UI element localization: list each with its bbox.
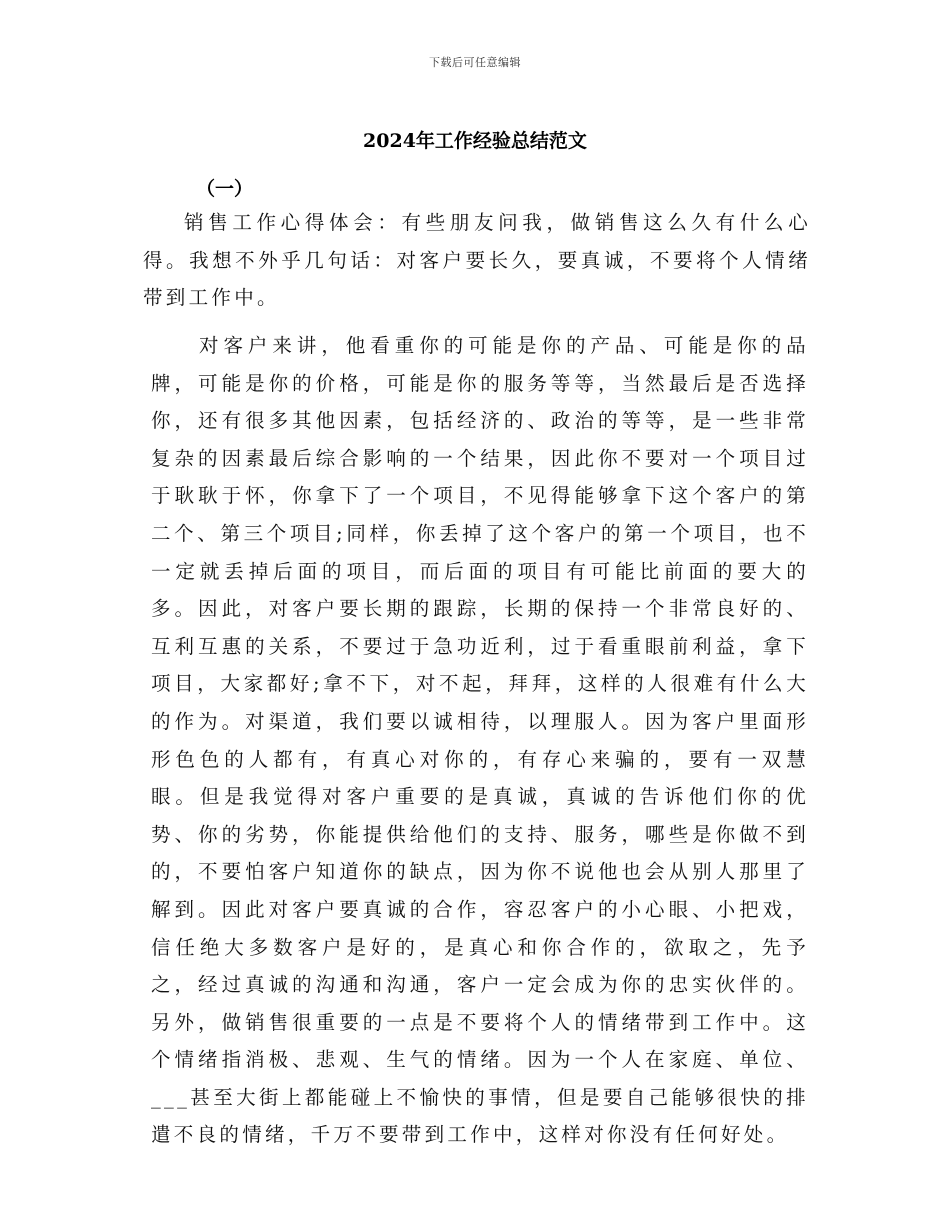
paragraph-body: 对客户来讲，他看重你的可能是你的产品、可能是你的品牌，可能是你的价格，可能是你的服务等等，当然最后是否选择你，还有很多其他因素，包括经济的、政治的等等，是一些非常复杂的因素最后综合影响的一个结果，因此你不要对一个项目过于耿耿于怀，你拿下了一个项目，不见得能够拿下这个客户的第二个、第三个项目;同样，你丢掉了这个客户的第一个项目，也不一定就丢掉后面的项目，而后面的项目有可能比前面的要大的多。因此，对客户要长期的跟踪，长期的保持一个非常良好的、互利互惠的关系，不要过于急功近利，过于看重眼前利益，拿下项目，大家都好;拿不下，对不起，拜拜，这样的人很难有什么大的作为。对渠道，我们要以诚相待，以理服人。因为客户里面形形色色的人都有，有真心对你的，有存心来骗的，要有一双慧眼。但是我觉得对客户重要的是真诚，真诚的告诉他们你的优势、你的劣势，你能提供给他们的支持、服务，哪些是你做不到的，不要怕客户知道你的缺点，因为你不说他也会从别人那里了解到。因此对客户要真诚的合作，容忍客户的小心眼、小把戏，信任绝大多数客户是好的，是真心和你合作的，欲取之，先予之，经过真诚的沟通和沟通，客户一定会成为你的忠实伙伴的。另外，做销售很重要的一点是不要将个人的情绪带到工作中。这个情绪指消极、悲观、生气的情绪。因为一个人在家庭、单位、___甚至大街上都能碰上不愉快的事情，但是要自己能够很快的排遣不良的情绪，千万不要带到工作中，这样对你没有任何好处。 [151, 334, 809, 1147]
section-label: （一） [196, 178, 254, 200]
document-title: 2024年工作经验总结范文 [363, 130, 587, 152]
paragraph-intro: 销售工作心得体会：有些朋友问我，做销售这么久有什么心得。我想不外乎几句话：对客户要长久，要真诚，不要将个人情绪带到工作中。 [143, 211, 811, 310]
page-header-note: 下载后可任意编辑 [429, 56, 521, 69]
